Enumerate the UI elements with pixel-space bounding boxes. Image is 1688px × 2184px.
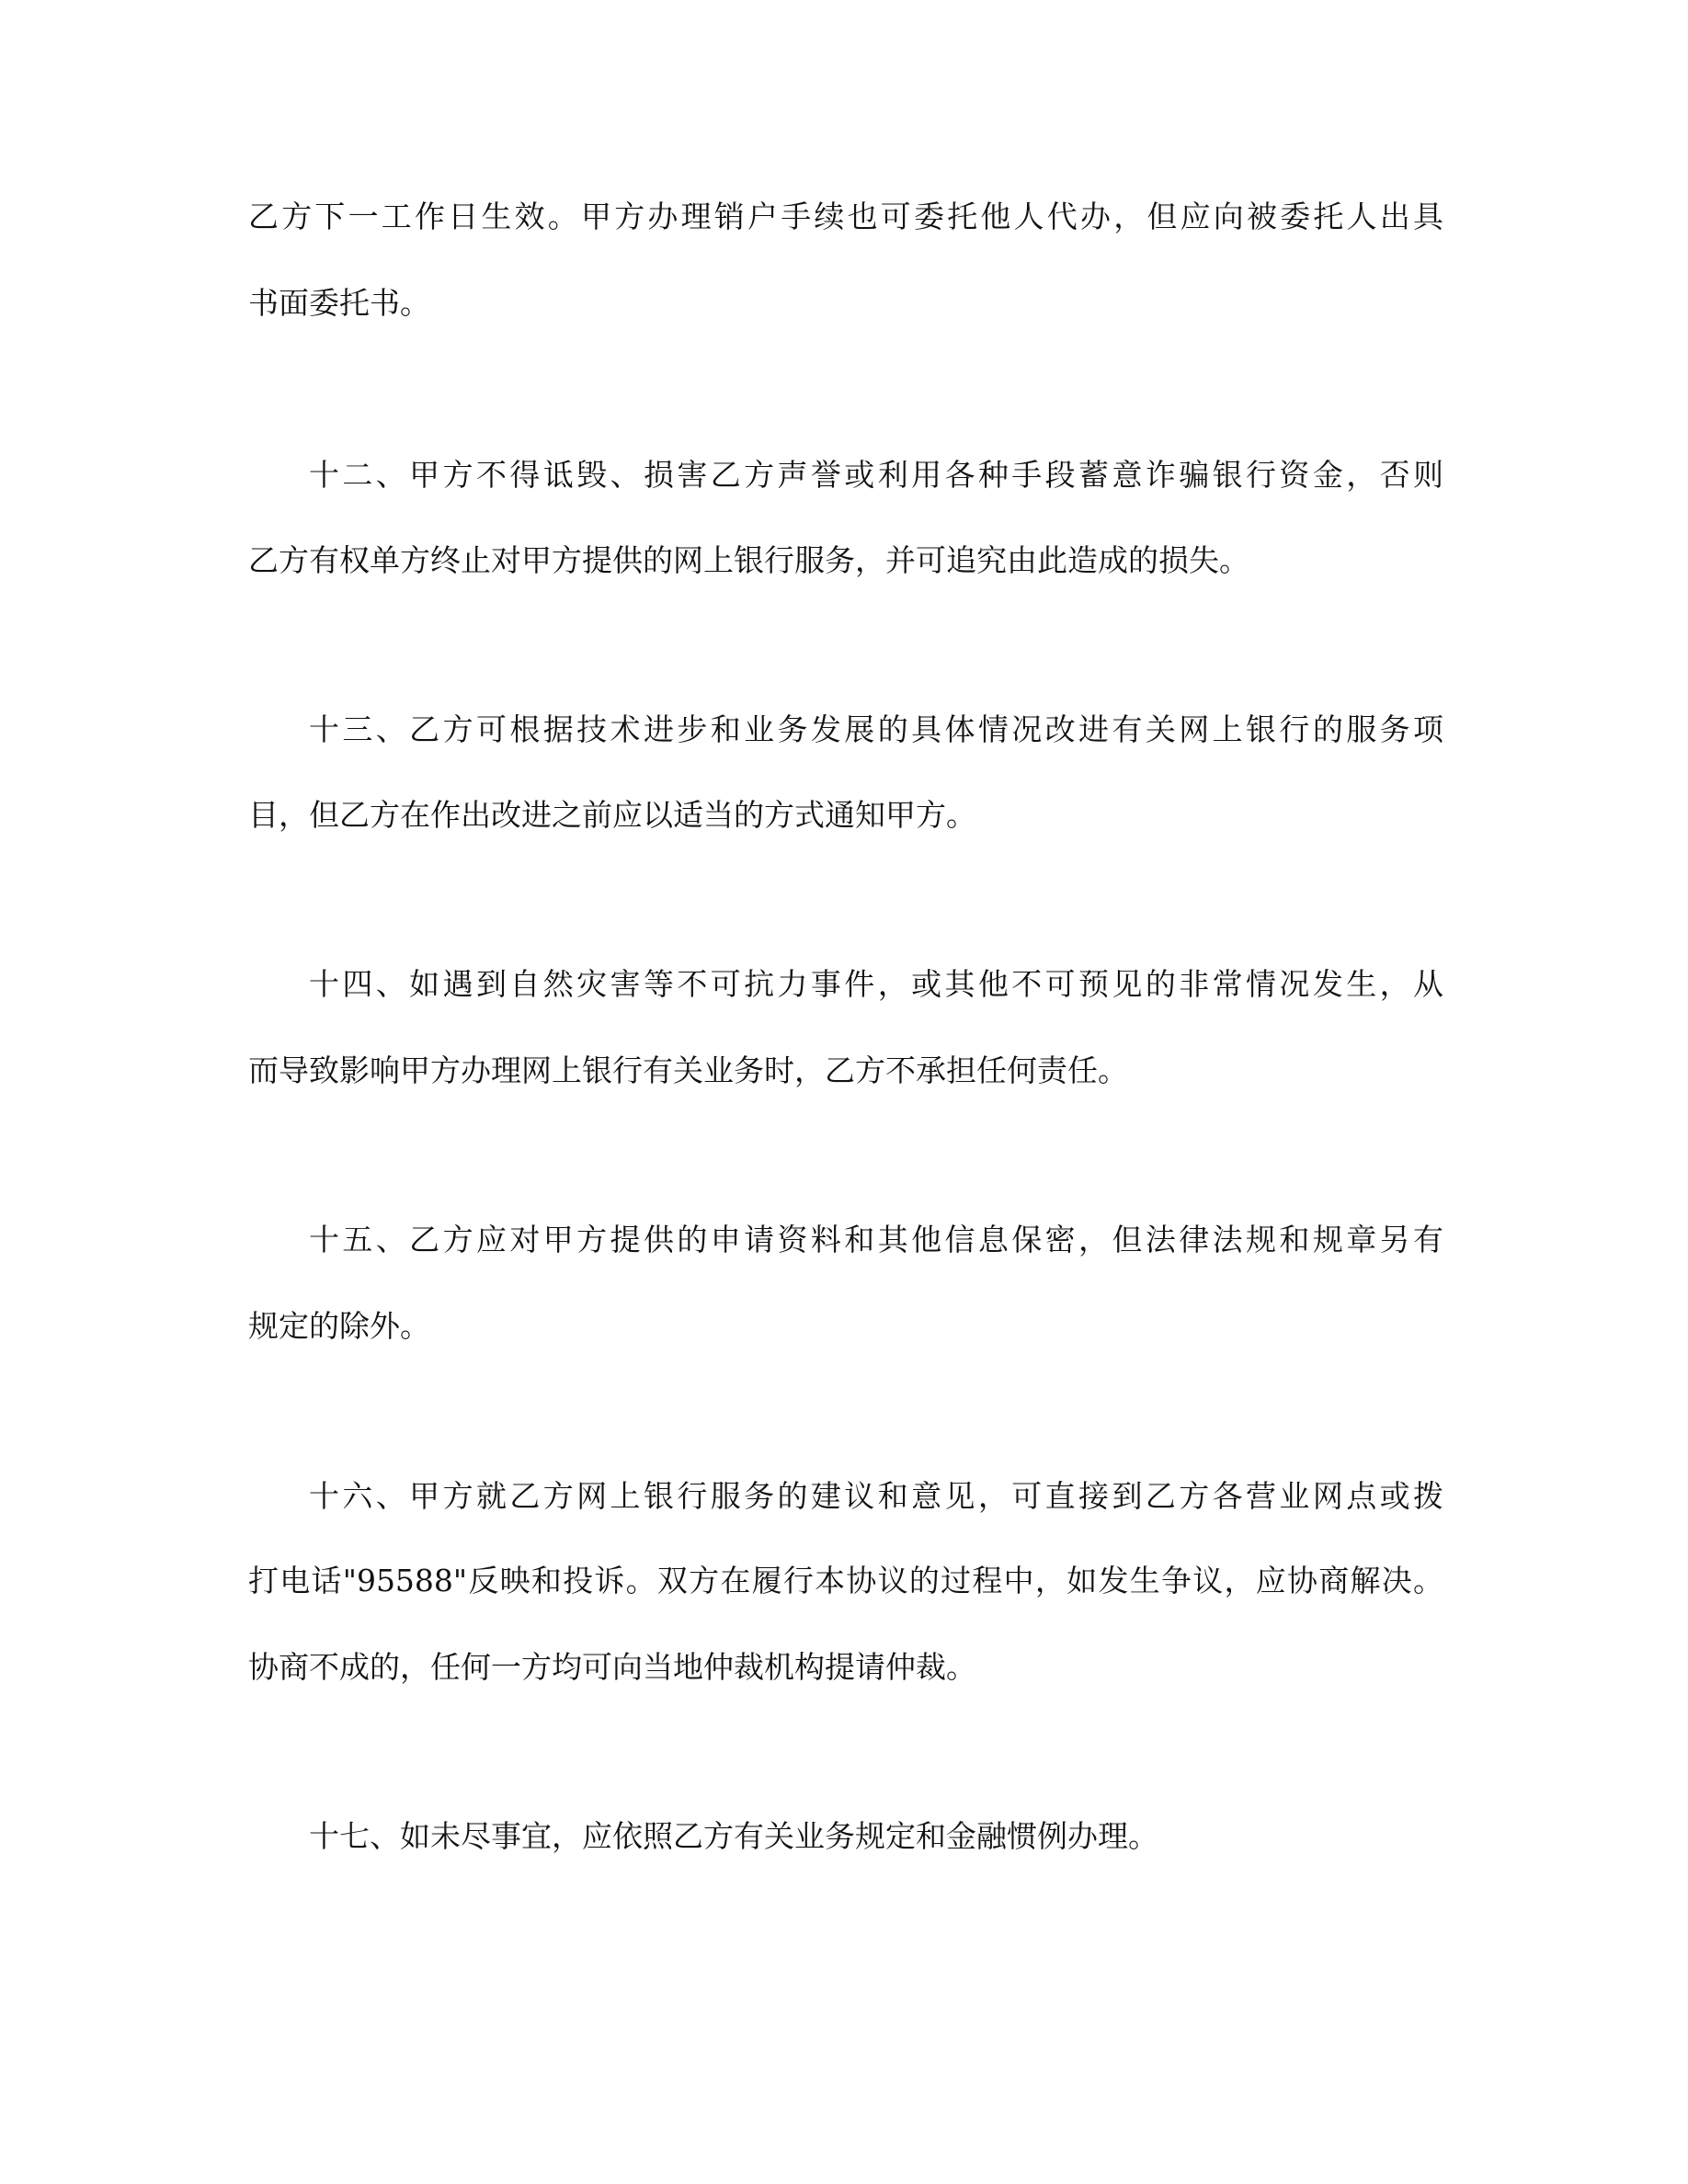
clause-11-line-1: 乙方下一工作日生效。甲方办理销户手续也可委托他人代办，但应向被委托人出具 [248,199,1443,234]
clause-15-line-1: 十五、乙方应对甲方提供的申请资料和其他信息保密，但法律法规和规章另有 [309,1222,1443,1257]
clause-16-line-3: 协商不成的，任何一方均可向当地仲裁机构提请仲裁。 [248,1649,976,1685]
clause-14-line-2: 而导致影响甲方办理网上银行有关业务时，乙方不承担任何责任。 [248,1052,1128,1088]
clause-16-line-1: 十六、甲方就乙方网上银行服务的建议和意见，可直接到乙方各营业网点或拨 [309,1478,1443,1514]
clause-13-line-1: 十三、乙方可根据技术进步和业务发展的具体情况改进有关网上银行的服务项 [309,711,1443,747]
clause-11-line-2: 书面委托书。 [248,285,430,321]
clause-12-line-2: 乙方有权单方终止对甲方提供的网上银行服务，并可追究由此造成的损失。 [248,542,1249,578]
clause-14-line-1: 十四、如遇到自然灾害等不可抗力事件，或其他不可预见的非常情况发生，从 [309,966,1443,1002]
clause-16-line-2: 打电话"95588"反映和投诉。双方在履行本协议的过程中，如发生争议，应协商解决。 [248,1563,1443,1598]
clause-15-line-2: 规定的除外。 [248,1308,430,1344]
clause-17-line-1: 十七、如未尽事宜，应依照乙方有关业务规定和金融惯例办理。 [309,1818,1158,1854]
clause-13-line-2: 目，但乙方在作出改进之前应以适当的方式通知甲方。 [248,797,976,833]
clause-12-line-1: 十二、甲方不得诋毁、损害乙方声誉或利用各种手段蓄意诈骗银行资金，否则 [309,457,1443,493]
